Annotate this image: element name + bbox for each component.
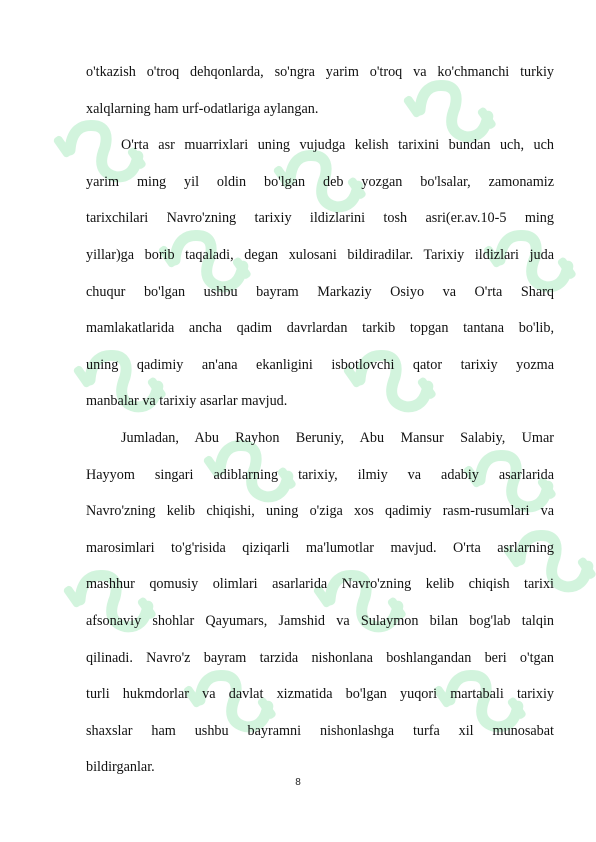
paragraph [86, 420, 554, 786]
text-line: mashhur qomusiy olimlari asarlarida Navro'zning kelib chiqish tarixi [86, 576, 554, 593]
text-line: shaxslar ham ushbu bayramni nishonlashga turfa xil munosabat [86, 722, 554, 739]
text-line: manbalar va tarixiy asarlar mavjud. [86, 393, 288, 410]
text-line: Jumladan, Abu Rayhon Beruniy, Abu Mansur Salabiy, Umar [121, 429, 554, 446]
text-line: tarixchilari Navro'zning tarixiy ildizlarini tosh asri(er.av.10-5 ming [86, 210, 554, 227]
text-line: qilinadi. Navro'z bayram tarzida nishonlana boshlangandan beri o'tgan [86, 649, 554, 666]
text-line: Navro'zning kelib chiqishi, uning o'ziga xos qadimiy rasm-rusumlari va [86, 503, 554, 520]
text-line: turli hukmdorlar va davlat xizmatida bo'lgan yuqori martabali tarixiy [86, 686, 554, 703]
text-line: bildirganlar. [86, 759, 155, 776]
text-line: marosimlari to'g'risida qiziqarli ma'lumotlar mavjud. O'rta asrlarning [86, 539, 554, 556]
text-line: Hayyom singari adiblarning tarixiy, ilmiy va adabiy asarlarida [86, 466, 554, 483]
text-line: afsonaviy shohlar Qayumars, Jamshid va Sulaymon bilan bog'lab talqin [86, 612, 554, 629]
text-line: O'rta asr muarrixlari uning vujudga kelish tarixini bundan uch, uch [121, 137, 554, 154]
text-line: yarim ming yil oldin bo'lgan deb yozgan bo'lsalar, zamonamiz [86, 173, 554, 190]
text-line: mamlakatlarida ancha qadim davrlardan tarkib topgan tantana bo'lib, [86, 320, 554, 337]
text-line: yillar)ga borib taqaladi, degan xulosani bildiradilar. Tarixiy ildizlari juda [86, 246, 554, 263]
page-number: 8 [295, 777, 301, 788]
paragraph [86, 127, 554, 420]
document-body [86, 54, 554, 786]
text-line: chuqur bo'lgan ushbu bayram Markaziy Osiyo va O'rta Sharq [86, 283, 554, 300]
text-line: uning qadimiy an'ana ekanligini isbotlovchi qator tarixiy yozma [86, 356, 554, 373]
text-line: xalqlarning ham urf-odatlariga aylangan. [86, 100, 319, 117]
text-line: o'tkazish o'troq dehqonlarda, so'ngra yarim o'troq va ko'chmanchi turkiy [86, 64, 554, 80]
paragraph [86, 54, 554, 127]
